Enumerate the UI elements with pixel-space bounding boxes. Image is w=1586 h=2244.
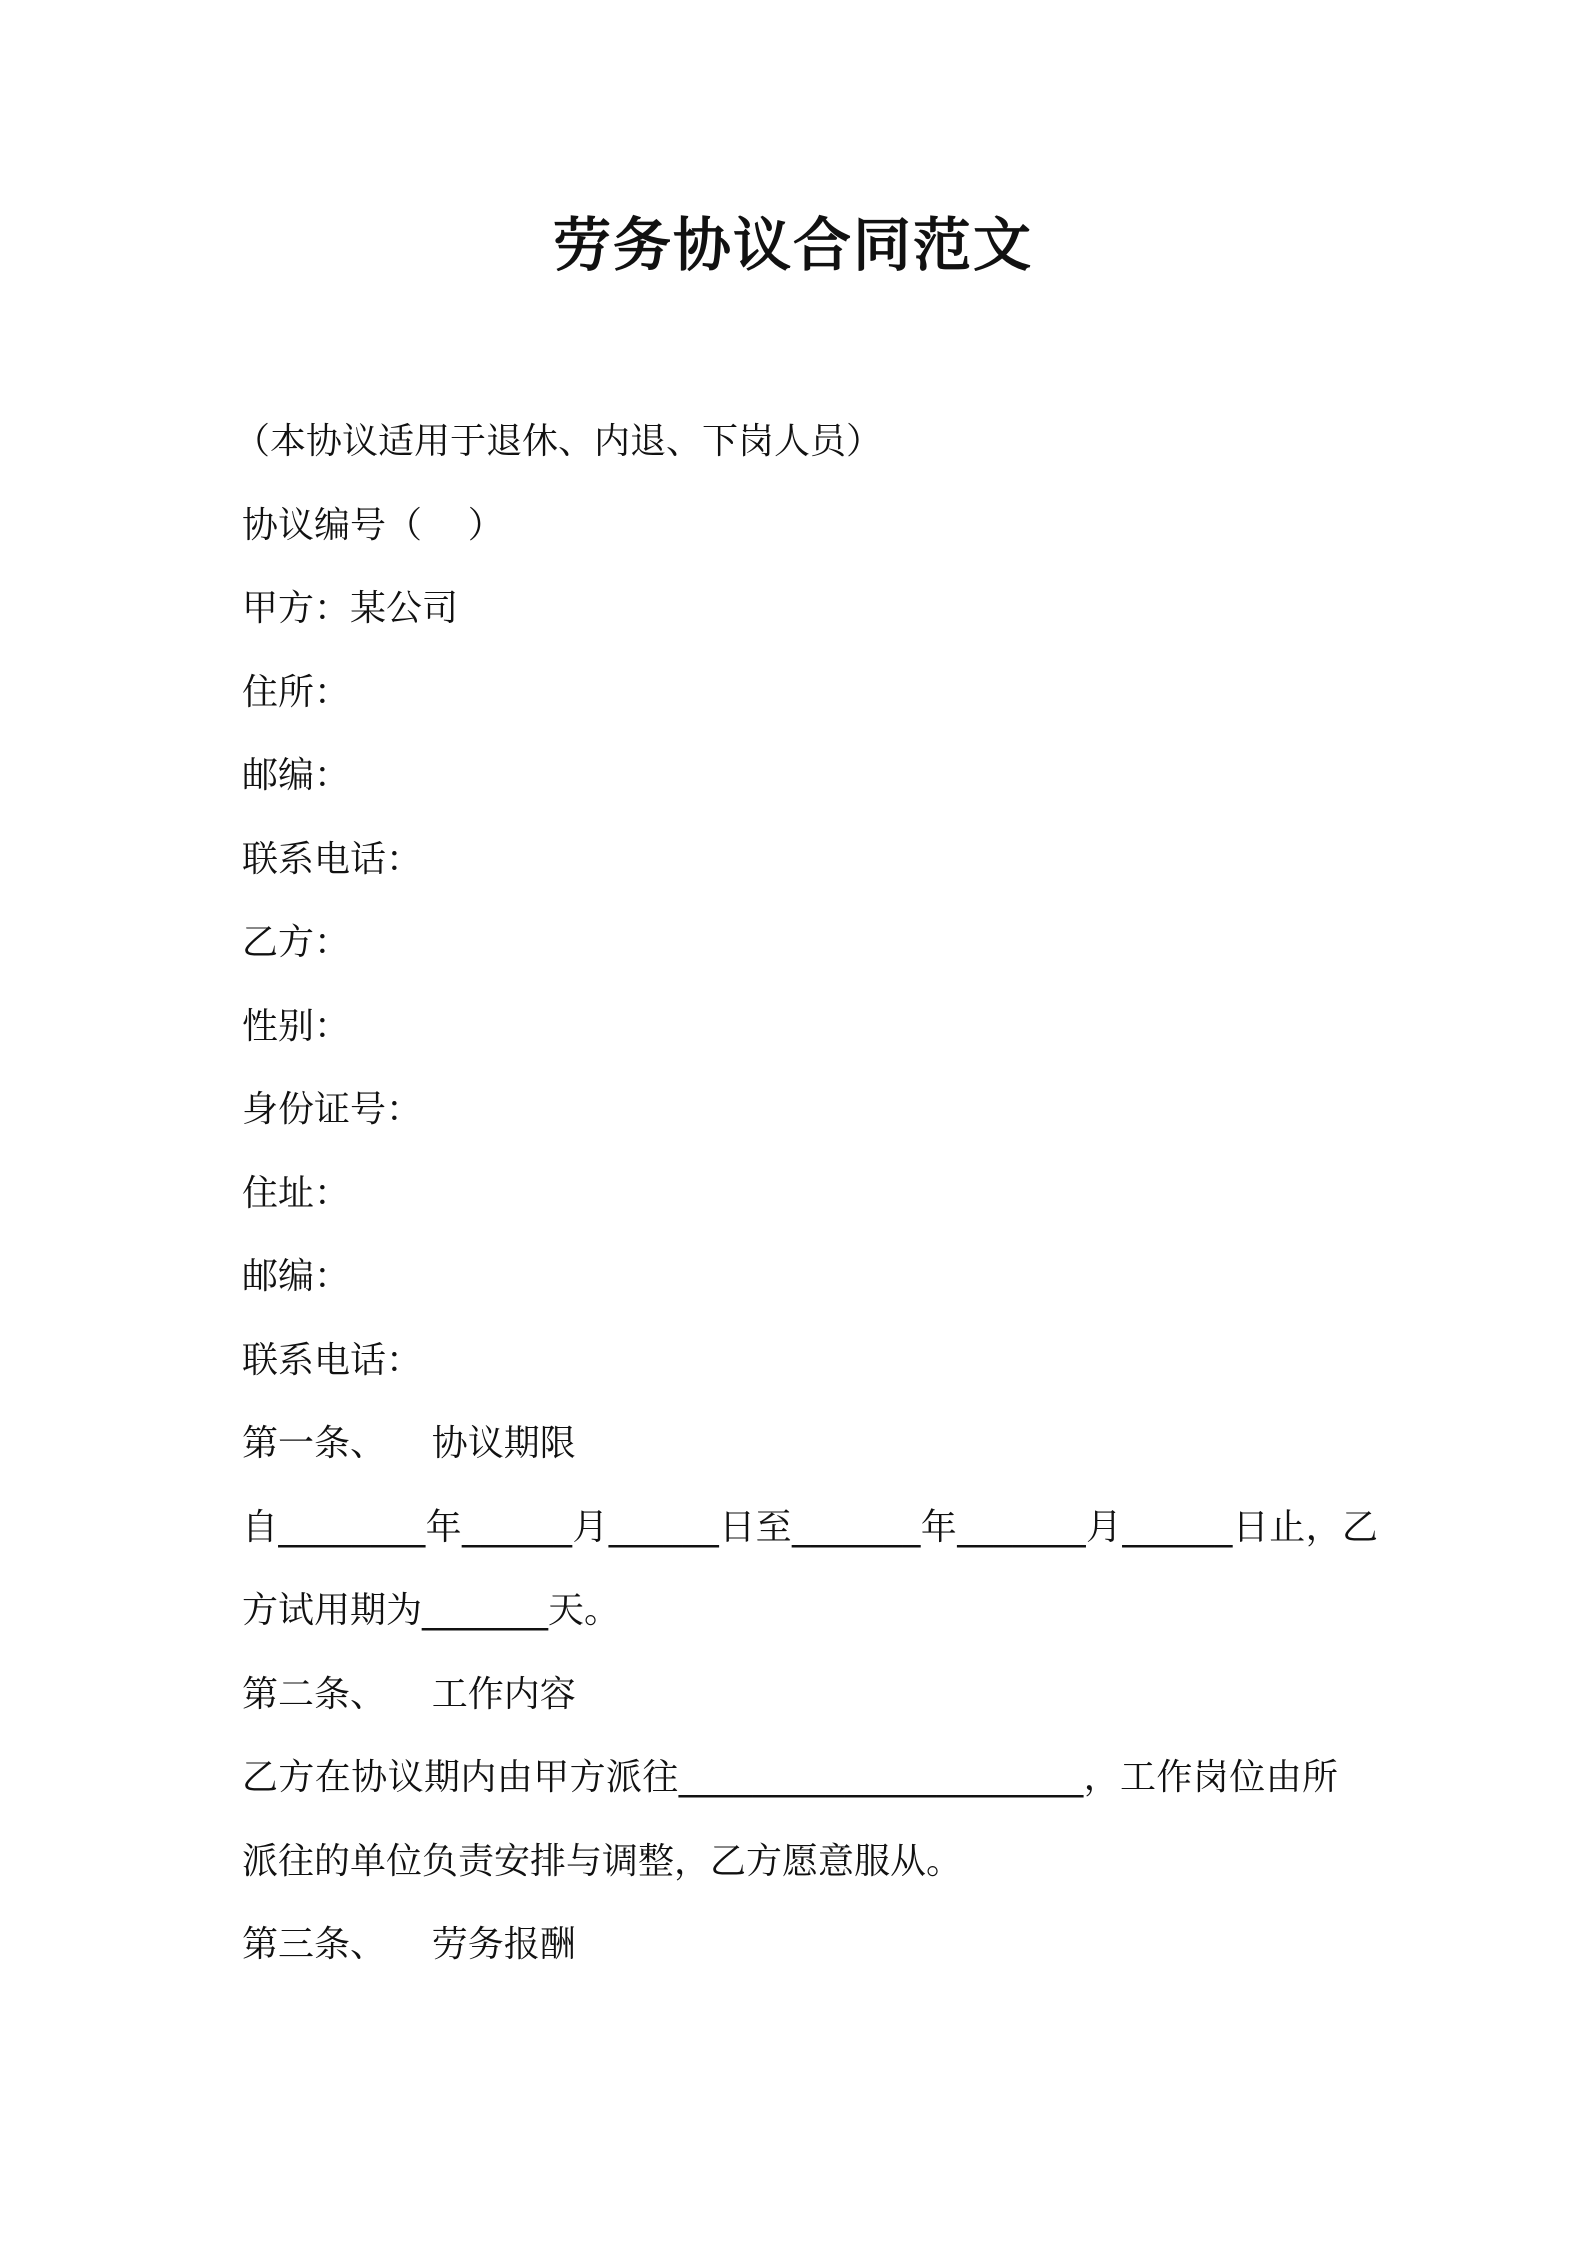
article-1-text-line-1: 自________年______月______日至_______年_______月______日止，乙 (242, 1506, 1379, 1548)
party-b-phone-line: 联系电话： (242, 1339, 423, 1381)
party-b-address-line: 住址： (242, 1172, 351, 1214)
party-b-line: 乙方： (242, 922, 351, 963)
party-a-line: 甲方：某公司 (242, 588, 459, 629)
applicability-note: （本协议适用于退休、内退、下岗人员） (234, 421, 883, 462)
article-1-heading: 第一条、 协议期限 (242, 1423, 576, 1464)
document-body (234, 400, 1379, 1987)
article-2-heading: 第二条、 工作内容 (242, 1673, 576, 1715)
article-2-text-line-1: 乙方在协议期内由甲方派往______________________，工作岗位由所 (242, 1757, 1339, 1798)
article-3-heading: 第三条、 劳务报酬 (242, 1924, 576, 1965)
article-2-text-line-2: 派往的单位负责安排与调整，乙方愿意服从。 (242, 1840, 963, 1882)
article-1-text-line-2: 方试用期为_______天。 (242, 1590, 621, 1631)
party-a-address-line: 住所： (242, 671, 351, 713)
agreement-number-line: 协议编号（ ） (242, 504, 504, 546)
party-a-phone-line: 联系电话： (242, 838, 423, 880)
document-title: 劳务协议合同范文 (552, 211, 1033, 279)
party-a-postcode-line: 邮编： (242, 755, 351, 796)
party-b-postcode-line: 邮编： (242, 1256, 351, 1297)
party-b-gender-line: 性别： (242, 1005, 351, 1047)
party-b-id-number-line: 身份证号： (242, 1089, 423, 1130)
